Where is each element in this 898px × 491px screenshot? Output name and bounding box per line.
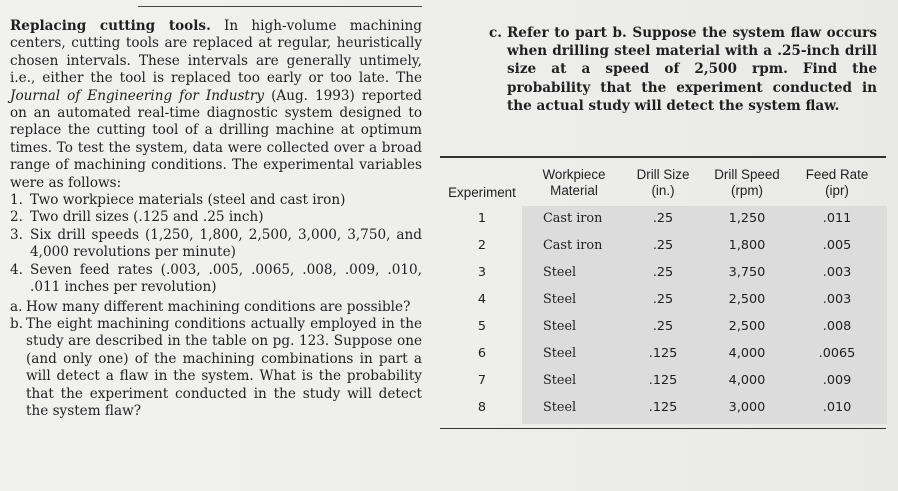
cell-drill-speed: 2,500 [728, 292, 766, 307]
cell-drill-size: .25 [652, 211, 674, 226]
cell-experiment: 1 [477, 211, 487, 226]
machining-conditions-table [440, 156, 886, 206]
cell-drill-size: .125 [648, 373, 678, 388]
cell-feed-rate: .009 [822, 373, 852, 388]
cell-experiment: 8 [477, 400, 487, 415]
question-c [489, 24, 877, 115]
variable-list [10, 192, 422, 296]
list-item [10, 227, 422, 262]
cell-experiment: 7 [477, 373, 487, 388]
header-material-line2: Material [550, 183, 598, 198]
cell-experiment: 2 [477, 238, 487, 253]
header-speed-line2: (rpm) [731, 183, 763, 198]
header-size-line1: Drill Size [636, 167, 690, 182]
table-bottom-rule [440, 428, 886, 429]
list-item-number: 1. [10, 192, 23, 209]
list-item-number: 4. [10, 261, 23, 278]
intro-text-2: (Aug. 1993) reported on an automated real-time diagnostic system designed to replace the cutting tool of a drilling machine at optimum times. To test the system, data were collected over a broad range of machining conditions. The experimental variables were as follows: [10, 87, 422, 191]
question-text: Refer to part b. Suppose the system flaw occurs when drilling steel material with a .25-inch drill size at a speed of 2,500 rpm. Find the probability that the experiment conducted in the actual study will detect the system flaw. [507, 25, 877, 114]
cell-material: Steel [543, 265, 577, 280]
cell-drill-size: .25 [652, 319, 674, 334]
cell-drill-speed: 4,000 [728, 373, 766, 388]
question-list [10, 299, 422, 421]
header-feed-line2: (ipr) [825, 183, 849, 198]
question-b [10, 316, 422, 420]
cell-material: Steel [543, 400, 577, 415]
cell-drill-size: .125 [648, 400, 678, 415]
cell-drill-speed: 1,250 [728, 211, 766, 226]
cell-drill-speed: 2,500 [728, 319, 766, 334]
cell-experiment: 5 [477, 319, 487, 334]
cell-material: Cast iron [543, 238, 603, 253]
cell-feed-rate: .0065 [818, 346, 856, 361]
list-item-number: 2. [10, 209, 23, 226]
cell-feed-rate: .011 [822, 211, 852, 226]
cell-drill-size: .25 [652, 265, 674, 280]
cell-material: Steel [543, 373, 577, 388]
cell-drill-speed: 1,800 [728, 238, 766, 253]
cell-drill-size: .25 [652, 292, 674, 307]
question-letter: a. [10, 298, 23, 315]
table-row [440, 368, 886, 394]
cell-experiment: 3 [477, 265, 487, 280]
problem-title: Replacing cutting tools. [10, 18, 211, 34]
question-letter: c. [489, 25, 503, 41]
table-row [440, 206, 886, 232]
list-item-text: Seven feed rates (.003, .005, .0065, .008, .009, .010, .011 inches per revolution) [30, 261, 422, 296]
list-item [10, 209, 422, 226]
list-item-text: Six drill speeds (1,250, 1,800, 2,500, 3,000, 3,750, and 4,000 revolutions per minute) [30, 226, 422, 261]
list-item [10, 192, 422, 209]
cell-experiment: 6 [477, 346, 487, 361]
cell-drill-speed: 3,000 [728, 400, 766, 415]
table-row [440, 233, 886, 259]
list-item-text: Two workpiece materials (steel and cast iron) [30, 192, 346, 209]
journal-name: Journal of Engineering for Industry [10, 87, 265, 104]
cell-material: Steel [543, 319, 577, 334]
cell-drill-size: .125 [648, 346, 678, 361]
cell-experiment: 4 [477, 292, 487, 307]
cell-feed-rate: .010 [822, 400, 852, 415]
problem-text-column [10, 18, 422, 420]
problem-intro [10, 18, 422, 192]
intro-text-1: In high-volume machining centers, cutting tools are replaced at regular, heuristically chosen intervals. These intervals are generally untimely, i.e., either the tool is replaced too early or too late. The [10, 18, 422, 87]
list-item-number: 3. [10, 226, 23, 243]
cell-feed-rate: .005 [822, 238, 852, 253]
question-letter: b. [10, 315, 24, 332]
header-experiment: Experiment [448, 185, 516, 200]
table-row [440, 341, 886, 367]
cell-drill-speed: 4,000 [728, 346, 766, 361]
table-row [440, 260, 886, 286]
top-rule [138, 6, 422, 7]
cell-feed-rate: .003 [822, 292, 852, 307]
cell-feed-rate: .008 [822, 319, 852, 334]
question-text: How many different machining conditions are possible? [26, 298, 411, 315]
question-c-block [489, 24, 877, 115]
table-body [440, 206, 886, 428]
table-row [440, 314, 886, 340]
question-text: The eight machining conditions actually employed in the study are described in the table on pg. 123. Suppose one (and only one) of the machining combinations in part a will detect a flaw in the system. What is the probability that the experiment conducted in the study will detect the system flaw? [26, 315, 422, 419]
cell-drill-speed: 3,750 [728, 265, 766, 280]
cell-material: Steel [543, 346, 577, 361]
list-item-text: Two drill sizes (.125 and .25 inch) [30, 209, 264, 226]
table-row [440, 395, 886, 421]
header-feed-line1: Feed Rate [805, 167, 869, 182]
cell-material: Steel [543, 292, 577, 307]
header-speed-line1: Drill Speed [714, 167, 780, 182]
table-row [440, 287, 886, 313]
question-a [10, 299, 422, 316]
header-size-line2: (in.) [651, 183, 675, 198]
header-material-line1: Workpiece [542, 167, 606, 182]
cell-material: Cast iron [543, 211, 603, 226]
cell-feed-rate: .003 [822, 265, 852, 280]
table-header [440, 158, 886, 206]
list-item [10, 262, 422, 297]
cell-drill-size: .25 [652, 238, 674, 253]
